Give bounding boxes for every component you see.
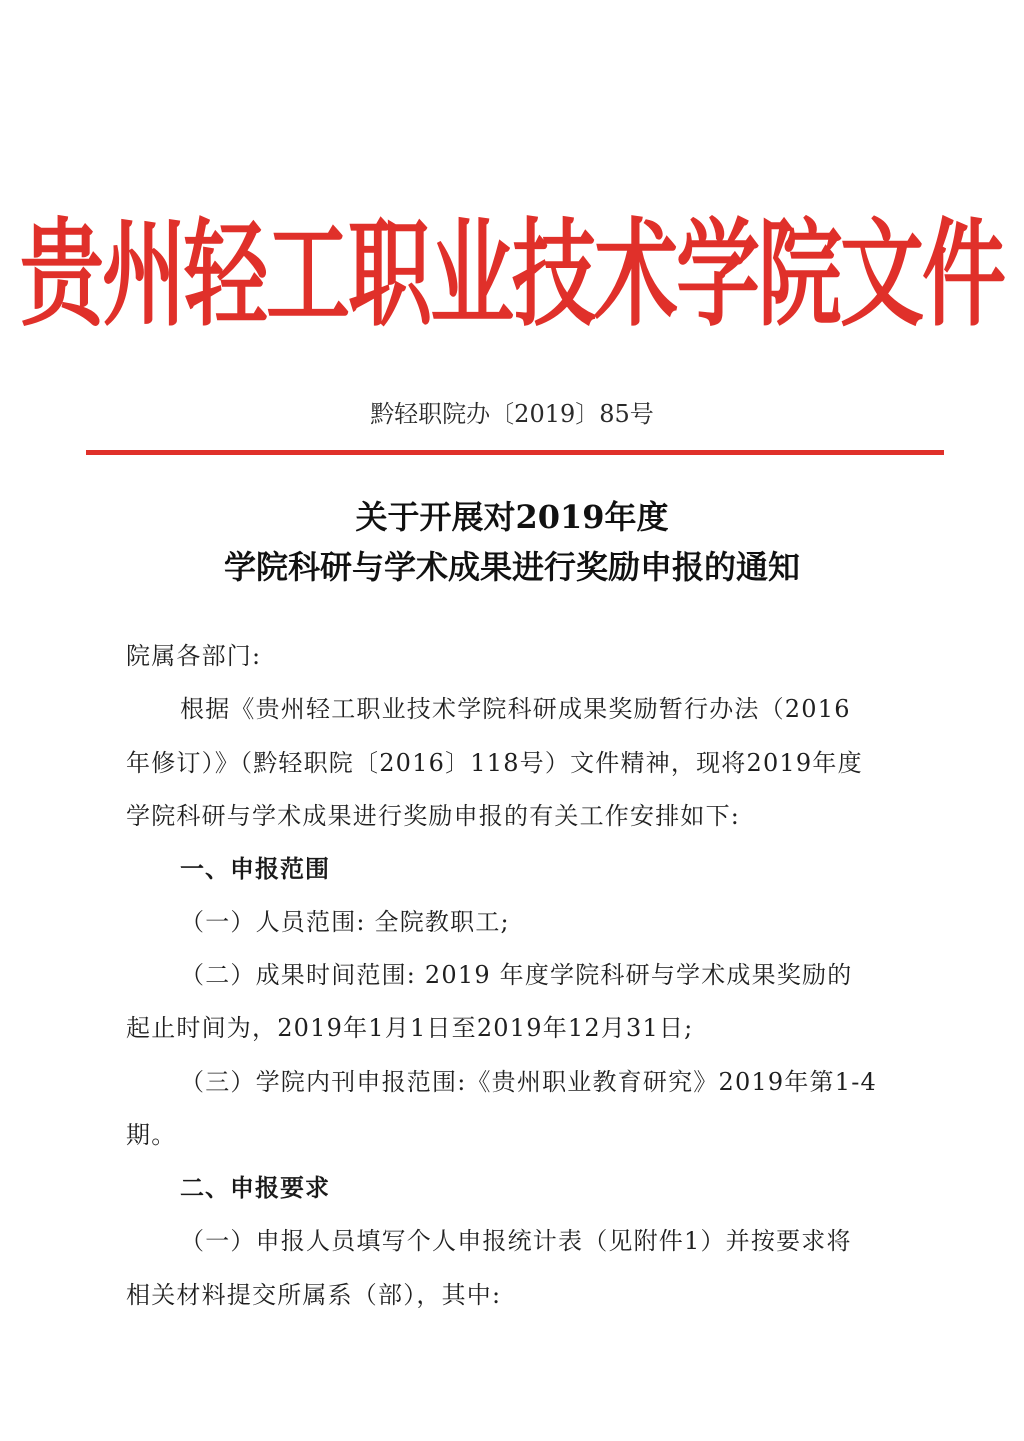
notice-title-line-1: 关于开展对2019年度 [355, 498, 669, 536]
notice-title-line-2: 学院科研与学术成果进行奖励申报的通知 [223, 548, 800, 586]
red-divider-line [86, 450, 944, 455]
section-2-item-1-line-2: 相关材料提交所属系（部），其中: [126, 1281, 502, 1309]
intro-line-1: 根据《贵州轻工职业技术学院科研成果奖励暂行办法（2016 [180, 695, 851, 723]
section-1-item-2-line-2: 起止时间为，2019年1月1日至2019年12月31日; [126, 1014, 694, 1042]
section-2-item-1-line-1: （一）申报人员填写个人申报统计表（见附件1）并按要求将 [180, 1227, 852, 1255]
section-1-item-1: （一）人员范围: 全院教职工; [180, 908, 510, 936]
section-1-item-3-line-2: 期。 [126, 1121, 177, 1149]
section-1-heading: 一、申报范围 [180, 855, 330, 883]
intro-line-3: 学院科研与学术成果进行奖励申报的有关工作安排如下: [126, 802, 741, 830]
section-2-heading: 二、申报要求 [180, 1174, 330, 1202]
document-number: 黔轻职院办〔2019〕85号 [370, 400, 654, 428]
masthead-title: 贵州轻工职业技术学院文件 [19, 207, 1004, 343]
section-1-item-2-line-1: （二）成果时间范围: 2019 年度学院科研与学术成果奖励的 [180, 961, 853, 989]
salutation: 院属各部门: [126, 642, 262, 670]
intro-line-2: 年修订）》（黔轻职院〔2016〕118号）文件精神，现将2019年度 [126, 749, 863, 777]
section-1-item-3-line-1: （三）学院内刊申报范围:《贵州职业教育研究》2019年第1-4 [180, 1068, 878, 1096]
